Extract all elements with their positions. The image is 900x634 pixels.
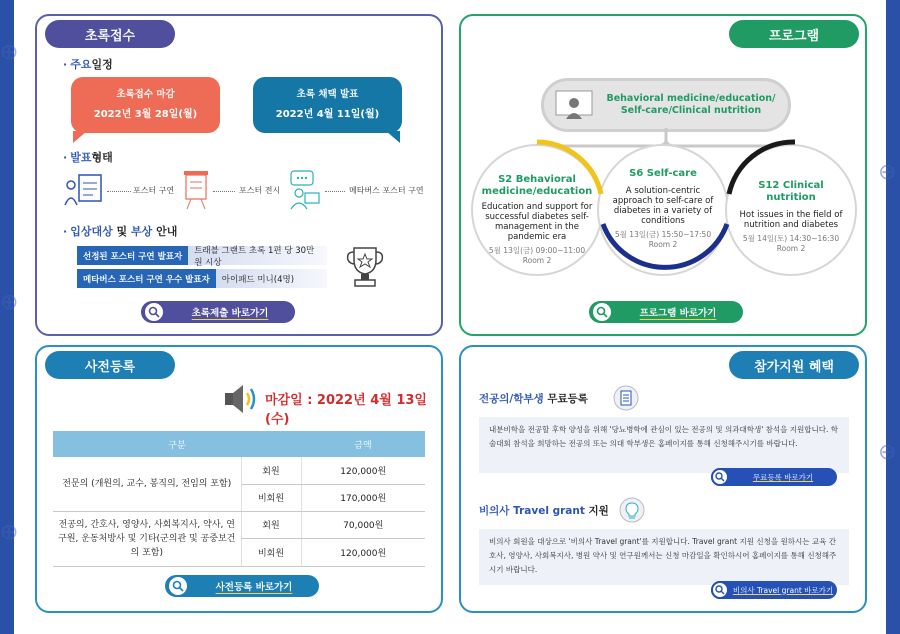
free-registration-label: 무료등록 바로가기 [752,472,814,482]
fee-category: 전문의 (개원의, 교수, 봉직의, 전임의 포함) [53,457,241,511]
award-value: 아이패드 미니(4명) [216,269,327,288]
fee-table [53,431,425,567]
registration-title: 사전등록 [45,351,175,379]
document-icon [613,385,639,411]
session-circle [725,144,857,276]
program-button-label: 프로그램 바로가기 [639,308,717,319]
schedule-heading: · 주요일정 [63,58,113,71]
preregistration-button[interactable] [165,575,319,597]
free-registration-title: 전공의/학부생 무료등록 [479,393,588,405]
preregistration-label: 사전등록 바로가기 [215,582,293,593]
registration-card [35,345,443,613]
deadline-title: 초록접수 마감 [116,89,175,100]
search-icon [711,468,729,486]
program-button[interactable] [589,301,743,323]
speaker-icon [223,383,259,415]
fee-type: 회원 [241,457,301,484]
registration-deadline: 마감일 : 2022년 4월 13일(수) [265,393,427,427]
flow-label-0: 포스터 구연 [133,186,175,195]
fee-amount: 170,000원 [301,484,425,511]
fee-type: 비회원 [241,484,301,511]
free-registration-desc: 내분비학을 전공할 후학 양성을 위해 '당뇨병학에 관심이 있는 전공의 및 의과대학생' 참석을 지원합니다. 학술대회 참석을 희망하는 전공의 또는 의대 학부생은 홈페이지를 통해 신청해주시기를 바랍니다. [479,417,849,473]
flow-label-1: 포스터 전시 [239,186,281,195]
session-time: 5월 13일(금) 15:50~17:50 [614,230,712,239]
presenter-icon [63,169,105,209]
session-circle [471,144,603,276]
poster-presentation-step [63,169,105,209]
trophy-icon [342,244,388,290]
table-header: 구분 [53,431,301,457]
announce-bubble [253,77,402,133]
search-icon [711,581,729,599]
abstract-title: 초록접수 [45,20,175,48]
benefits-title: 참가지원 혜택 [729,351,859,379]
session-desc: Education and support for successful diabetes self-management in the pandemic era [481,202,593,242]
decor-pattern-icon: ⊕ [0,520,19,545]
announce-date: 2022년 4월 11일(월) [275,109,380,120]
fee-amount: 120,000원 [301,539,425,567]
award-heading: · 입상대상 및 부상 안내 [63,225,178,238]
table-header: 금액 [301,431,425,457]
flow-label-2: 메타버스 포스터 구연 [349,186,424,195]
lightbulb-icon [619,497,645,523]
session-time: 5월 14일(토) 14:30~16:30 [742,234,840,243]
award-row [77,269,327,288]
abstract-submit-label: 초록제출 바로가기 [191,308,269,319]
session-circle [597,144,729,276]
session-room: Room 2 [776,244,806,253]
format-heading: · 발표형태 [63,151,113,164]
session-title: S2 Behavioral medicine/education [481,174,593,197]
program-title: 프로그램 [729,20,859,48]
session-desc: Hot issues in the field of nutrition and diabetes [739,210,843,230]
search-icon [143,301,165,323]
program-main-topic: Behavioral medicine/education/ Self-care/Clinical nutrition [606,93,776,116]
search-icon [167,575,189,597]
announce-title: 초록 채택 발표 [296,89,359,100]
session-desc: A solution-centric approach to self-care of diabetes in a variety of conditions [612,186,714,226]
session-room: Room 2 [522,256,552,265]
free-registration-button[interactable] [711,468,837,486]
abstract-submit-button[interactable] [141,301,295,323]
decor-pattern-icon: ⊕ [878,160,897,185]
session-title: S12 Clinical nutrition [758,180,824,203]
search-icon [591,301,613,323]
table-row [53,511,425,539]
abstract-card [35,14,443,336]
award-key: 선정된 포스터 구연 발표자 [77,246,188,265]
award-row [77,245,327,268]
metaverse-icon [287,169,323,211]
presentation-flow [63,169,433,213]
table-row [53,457,425,484]
travel-grant-label: 비의사 Travel grant 바로가기 [732,585,834,595]
deadline-date: 2022년 3월 28일(월) [93,109,198,120]
session-time: 5월 13일(금) 09:00~11:00 [488,246,586,255]
fee-amount: 120,000원 [301,457,425,484]
fee-amount: 70,000원 [301,511,425,539]
award-key: 메타버스 포스터 구연 우수 발표자 [77,269,216,288]
decor-pattern-icon: ⊕ [0,290,19,315]
decor-pattern-icon: ⊕ [0,40,19,65]
session-room: Room 2 [648,240,678,249]
program-card [459,14,867,336]
travel-grant-title: 비의사 Travel grant 지원 [479,505,609,517]
travel-grant-desc: 비의사 회원을 대상으로 '비의사 Travel grant'를 지원합니다. Travel grant 지원 신청을 원하시는 교육 간호사, 영양사, 사회복지사, 병원 약사 및 연구원께서는 신청 마감일을 확인하시어 홈페이지를 통해 신청해주시기 바랍니다. [479,529,849,585]
travel-grant-button[interactable] [711,581,837,599]
award-value: 트래블 그랜트 초록 1편 당 30만원 시상 [188,246,327,265]
fee-category: 전공의, 간호사, 영양사, 사회복지사, 약사, 연구원, 운동처방사 및 기타(군의관 및 공중보건의 포함) [53,511,241,566]
fee-type: 회원 [241,511,301,539]
session-title: S6 Self-care [629,168,697,179]
fee-type: 비회원 [241,539,301,567]
deadline-bubble [71,77,220,133]
benefits-card [459,345,867,613]
poster-board-icon [181,169,211,211]
decor-pattern-icon: ⊕ [878,440,897,465]
